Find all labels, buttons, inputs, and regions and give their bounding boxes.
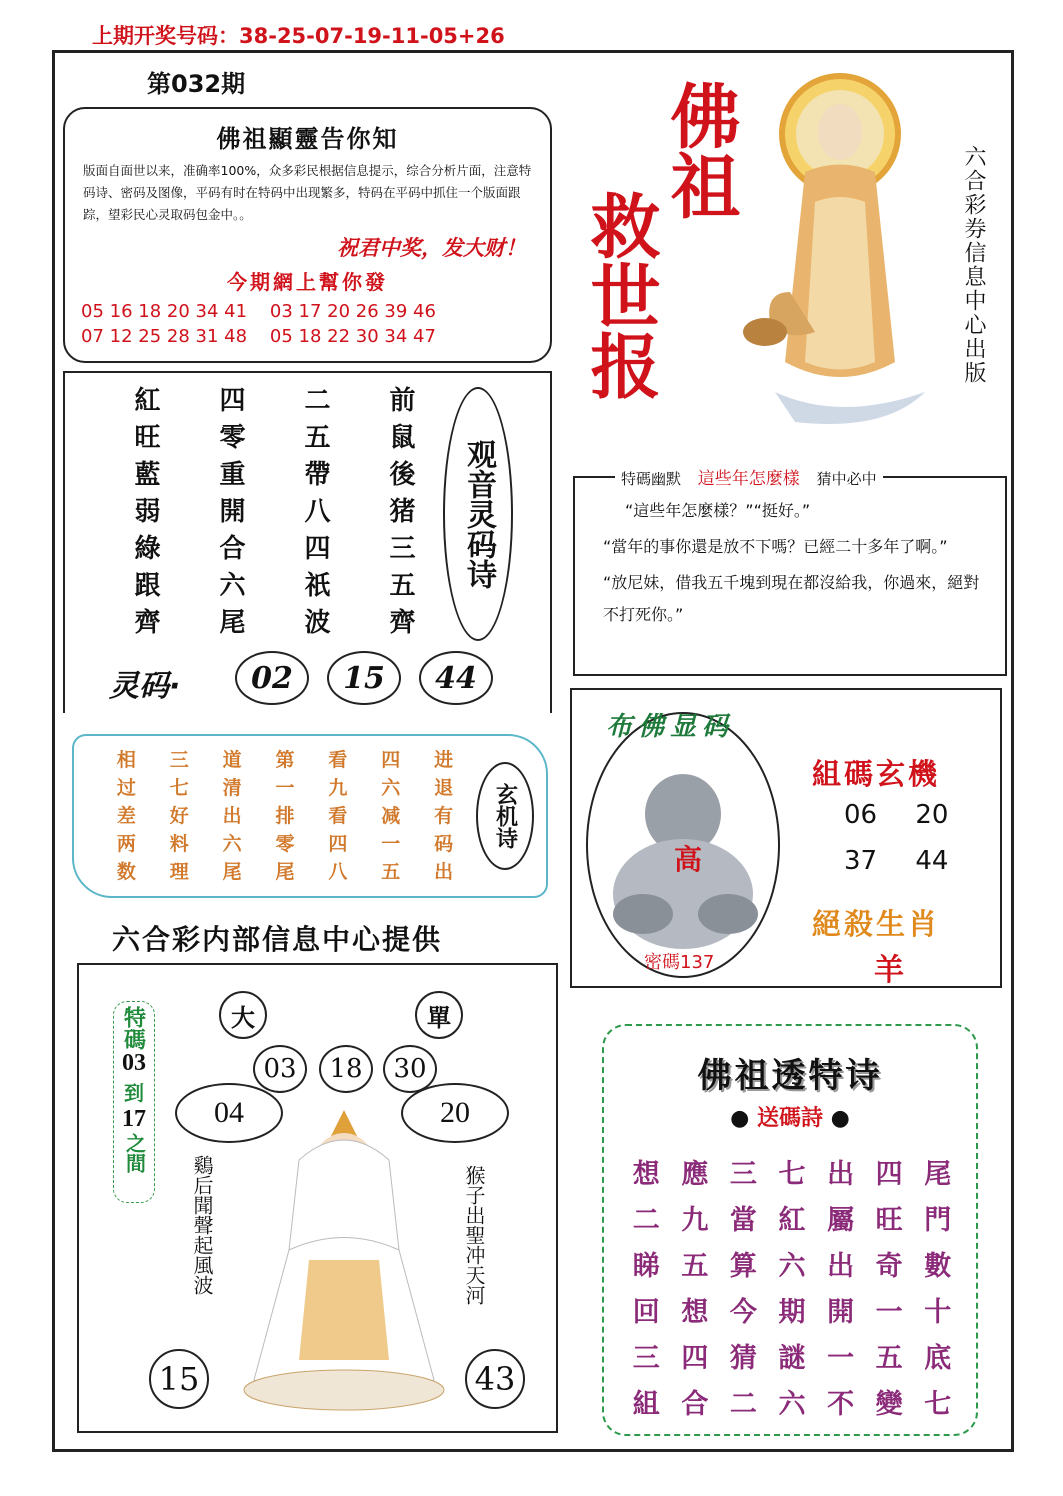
guanyin-standing-image — [735, 62, 945, 442]
special-poem-char: 出 — [827, 1159, 855, 1190]
special-poem-char: 四 — [875, 1159, 903, 1190]
xuanji-poem-char: 四 — [381, 749, 401, 771]
xuanji-poem-char: 八 — [328, 861, 348, 883]
special-poem-char: 屬 — [827, 1205, 855, 1236]
special-poem-char: 一 — [875, 1297, 903, 1328]
lingma-code-3: 44 — [419, 651, 493, 705]
kill-animal: 羊 — [874, 953, 904, 988]
bullet-dot: ● — [830, 1106, 850, 1131]
left-oval-number: 04 — [175, 1083, 283, 1143]
special-poem-char: 變 — [875, 1389, 903, 1420]
top-number-1: 03 — [253, 1045, 307, 1093]
xuanji-poem-char: 排 — [275, 805, 295, 827]
xuanji-poem-side-title: 玄机诗 — [476, 762, 534, 870]
special-poem-subtitle-row — [604, 1101, 976, 1132]
notice-title: 佛祖顯靈告你知 — [216, 125, 399, 153]
guanyin-poem-char: 後 — [389, 460, 416, 490]
xuanji-poem-char: 看 — [328, 749, 348, 771]
special-poem-char: 三 — [632, 1343, 660, 1374]
bullet-dot: ● — [730, 1106, 750, 1131]
xuanji-poem-char: 理 — [169, 861, 189, 883]
guanyin-poem-char: 綠 — [134, 534, 161, 564]
joke-header — [615, 464, 883, 489]
provider-line: 六合彩内部信息中心提供 — [112, 923, 443, 956]
group-numbers-row2 — [844, 846, 948, 876]
guanyin-poem-char: 四 — [219, 386, 246, 416]
notice-body: 版面自面世以来，准确率100%，众多彩民根据信息提示，综合分析片面，注意特码诗、密码及图像，平码有时在特码中出现繁多，特码在平码中抓住一个版面跟踪，望彩民心灵取码包金中。。 — [83, 163, 532, 222]
lingma-code-2: 15 — [327, 651, 401, 705]
special-code-box — [77, 963, 558, 1433]
xuanji-poem-char: 六 — [222, 833, 242, 855]
group-number: 20 — [915, 800, 949, 830]
special-poem-char: 數 — [924, 1251, 952, 1282]
group-number: 37 — [844, 846, 878, 876]
buddha-arc-title: 布佛显码 — [606, 712, 735, 742]
joke-line3: “放尼妹，借我五千塊到現在都沒給我，你過來，絕對不打死你。” — [603, 573, 980, 624]
special-poem-char: 尾 — [924, 1159, 952, 1190]
group-title: 組碼玄機 — [812, 757, 941, 791]
xuanji-poem-char: 出 — [222, 805, 242, 827]
joke-line1: “這些年怎麼樣？”“挺好。” — [625, 501, 811, 520]
xuanji-poem-char: 差 — [116, 805, 136, 827]
special-poem-char: 紅 — [778, 1205, 806, 1236]
notice-numbers-row1: 05 16 18 20 34 41 03 17 20 26 39 46 — [81, 301, 436, 322]
guanyin-poem-char: 重 — [219, 460, 246, 490]
issue-number: 第032期 — [147, 70, 246, 98]
special-poem-char: 七 — [778, 1159, 806, 1190]
special-poem-char: 不 — [827, 1389, 855, 1420]
special-poem-char: 一 — [827, 1343, 855, 1374]
notice-subtitle: 今期網上幫你發 — [227, 270, 388, 294]
top-number-3: 30 — [383, 1045, 437, 1093]
xuanji-poem-char: 七 — [169, 777, 189, 799]
special-to-char: 到 — [124, 1083, 144, 1105]
guanyin-poem-char: 齊 — [389, 608, 416, 638]
xuanji-poem-char: 有 — [434, 805, 454, 827]
special-poem-subtitle: 送碼詩 — [756, 1106, 823, 1131]
guanyin-poem-char: 零 — [219, 423, 246, 453]
special-poem-char: 七 — [924, 1389, 952, 1420]
special-poem-box — [602, 1024, 978, 1436]
guanyin-poem-char: 紅 — [134, 386, 161, 416]
left-verse: 鷄后聞聲起風波 — [190, 1155, 214, 1295]
xuanji-poem-char: 减 — [381, 805, 401, 827]
guanyin-poem-char: 帶 — [304, 460, 331, 490]
guanyin-poem-char: 八 — [304, 497, 331, 527]
special-poem-title: 佛祖透特诗 — [697, 1056, 883, 1096]
masthead-title-col1: 佛祖 — [659, 80, 742, 220]
notice-box — [63, 107, 552, 363]
special-range-box — [113, 1001, 155, 1203]
xuanji-poem-char: 码 — [434, 833, 454, 855]
xuanji-poem-char: 三 — [169, 749, 189, 771]
xuanji-poem-char: 两 — [116, 833, 136, 855]
xuanji-poem-char: 一 — [381, 833, 401, 855]
joke-header-left: 特碼幽默 — [621, 470, 682, 488]
guanyin-poem-char: 前 — [389, 386, 416, 416]
xuanji-poem-char: 好 — [169, 805, 189, 827]
xuanji-poem-char: 料 — [169, 833, 189, 855]
special-poem-char: 六 — [778, 1389, 806, 1420]
guanyin-poem-char: 旺 — [134, 423, 161, 453]
guanyin-poem-box — [63, 371, 552, 713]
xuanji-poem-char: 退 — [434, 777, 454, 799]
special-poem-char: 二 — [632, 1205, 660, 1236]
publisher-label: 六合彩券信息中心出版 — [961, 145, 986, 385]
right-verse: 猴子出聖冲天河 — [462, 1165, 486, 1305]
guanyin-poem-char: 開 — [219, 497, 246, 527]
guanyin-poem-char: 波 — [304, 608, 331, 638]
notice-wish: 祝君中奖，发大财！ — [337, 236, 526, 260]
special-poem-char: 當 — [729, 1205, 757, 1236]
guanyin-poem-char: 藍 — [134, 460, 161, 490]
special-poem-grid — [622, 1152, 962, 1428]
xuanji-poem-char: 清 — [222, 777, 242, 799]
buddha-secret-code: 密碼137 — [644, 952, 715, 973]
special-poem-char: 謎 — [778, 1343, 806, 1374]
guanyin-poem-char: 二 — [304, 386, 331, 416]
guanyin-poem-char: 合 — [219, 534, 246, 564]
notice-numbers-row2: 07 12 25 28 31 48 05 18 22 30 34 47 — [81, 326, 436, 347]
guanyin-poem-char: 三 — [389, 534, 416, 564]
guanyin-poem-char: 六 — [219, 571, 246, 601]
guanyin-poem-char: 弱 — [134, 497, 161, 527]
special-poem-char: 旺 — [875, 1205, 903, 1236]
right-oval-number: 20 — [401, 1083, 509, 1143]
xuanji-poem-char: 四 — [328, 833, 348, 855]
special-poem-char: 五 — [681, 1251, 709, 1282]
xuanji-poem-char: 数 — [116, 861, 136, 883]
guanyin-poem-char: 四 — [304, 534, 331, 564]
special-poem-char: 六 — [778, 1251, 806, 1282]
xuanji-poem-char: 零 — [275, 833, 295, 855]
buddha-center-char: 高 — [674, 843, 703, 876]
special-poem-char: 睇 — [632, 1251, 660, 1282]
special-between: 之間 — [122, 1133, 145, 1173]
special-poem-char: 奇 — [875, 1251, 903, 1282]
xuanji-poem-grid — [100, 746, 470, 886]
special-poem-char: 門 — [924, 1205, 952, 1236]
guanyin-poem-char: 猪 — [389, 497, 416, 527]
xuanji-poem-char: 道 — [222, 749, 242, 771]
kill-title: 絕殺生肖 — [812, 907, 941, 941]
special-poem-char: 九 — [681, 1205, 709, 1236]
guanyin-seated-image — [229, 1100, 459, 1420]
xuanji-poem-char: 九 — [328, 777, 348, 799]
special-poem-char: 組 — [632, 1389, 660, 1420]
guanyin-poem-char: 尾 — [219, 608, 246, 638]
special-poem-char: 期 — [778, 1297, 806, 1328]
xuanji-poem-char: 出 — [434, 861, 454, 883]
xuanji-poem-char: 看 — [328, 805, 348, 827]
special-poem-char: 底 — [924, 1343, 952, 1374]
xuanji-poem-char: 第 — [275, 749, 295, 771]
special-poem-char: 二 — [729, 1389, 757, 1420]
special-poem-char: 算 — [729, 1251, 757, 1282]
special-poem-char: 今 — [729, 1297, 757, 1328]
group-number: 06 — [844, 800, 878, 830]
odd-label: 單 — [415, 991, 463, 1039]
guanyin-poem-side-title: 观音灵码诗 — [443, 387, 513, 641]
special-poem-char: 應 — [681, 1159, 709, 1190]
special-poem-char: 猜 — [729, 1343, 757, 1374]
buddha-box — [570, 688, 1002, 988]
joke-box — [573, 469, 1007, 676]
guanyin-poem-char: 鼠 — [389, 423, 416, 453]
top-number-2: 18 — [319, 1045, 373, 1093]
xuanji-poem-char: 相 — [116, 749, 136, 771]
guanyin-poem-char: 五 — [304, 423, 331, 453]
special-to: 17 — [122, 1106, 146, 1132]
special-poem-char: 三 — [729, 1159, 757, 1190]
xuanji-poem-char: 尾 — [222, 861, 242, 883]
xuanji-poem-char: 一 — [275, 777, 295, 799]
xuanji-poem-char: 过 — [116, 777, 136, 799]
guanyin-poem-grid — [105, 383, 445, 642]
special-poem-char: 合 — [681, 1389, 709, 1420]
joke-header-right: 猜中必中 — [816, 470, 877, 488]
group-number: 44 — [915, 846, 949, 876]
xuanji-poem-char: 六 — [381, 777, 401, 799]
special-poem-char: 想 — [632, 1159, 660, 1190]
special-label: 特碼 — [121, 1006, 147, 1050]
joke-header-mid: 這些年怎麼樣 — [697, 469, 800, 489]
bottom-left-number: 15 — [149, 1349, 209, 1409]
masthead-title-col2: 救世报 — [579, 190, 662, 400]
bottom-right-number: 43 — [465, 1349, 525, 1409]
special-poem-char: 十 — [924, 1297, 952, 1328]
guanyin-poem-char: 齊 — [134, 608, 161, 638]
special-poem-char: 出 — [827, 1251, 855, 1282]
special-poem-char: 四 — [681, 1343, 709, 1374]
lingma-code-1: 02 — [235, 651, 309, 705]
group-numbers-row1 — [844, 800, 948, 830]
special-poem-char: 想 — [681, 1297, 709, 1328]
lingma-label: 灵码· — [109, 669, 181, 704]
special-poem-char: 五 — [875, 1343, 903, 1374]
special-poem-char: 回 — [632, 1297, 660, 1328]
joke-line2: “當年的事你還是放不下嗎？已經二十多年了啊。” — [603, 537, 948, 556]
last-draw-label: 上期开奖号码：38-25-07-19-11-05+26 — [92, 24, 505, 48]
xuanji-poem-char: 五 — [381, 861, 401, 883]
big-label: 大 — [219, 991, 267, 1039]
guanyin-poem-char: 跟 — [134, 571, 161, 601]
special-poem-char: 開 — [827, 1297, 855, 1328]
special-from: 03 — [122, 1050, 146, 1076]
xuanji-poem-box — [72, 734, 548, 898]
xuanji-poem-char: 尾 — [275, 861, 295, 883]
guanyin-poem-char: 祇 — [304, 571, 331, 601]
guanyin-poem-char: 五 — [389, 571, 416, 601]
xuanji-poem-char: 进 — [434, 749, 454, 771]
